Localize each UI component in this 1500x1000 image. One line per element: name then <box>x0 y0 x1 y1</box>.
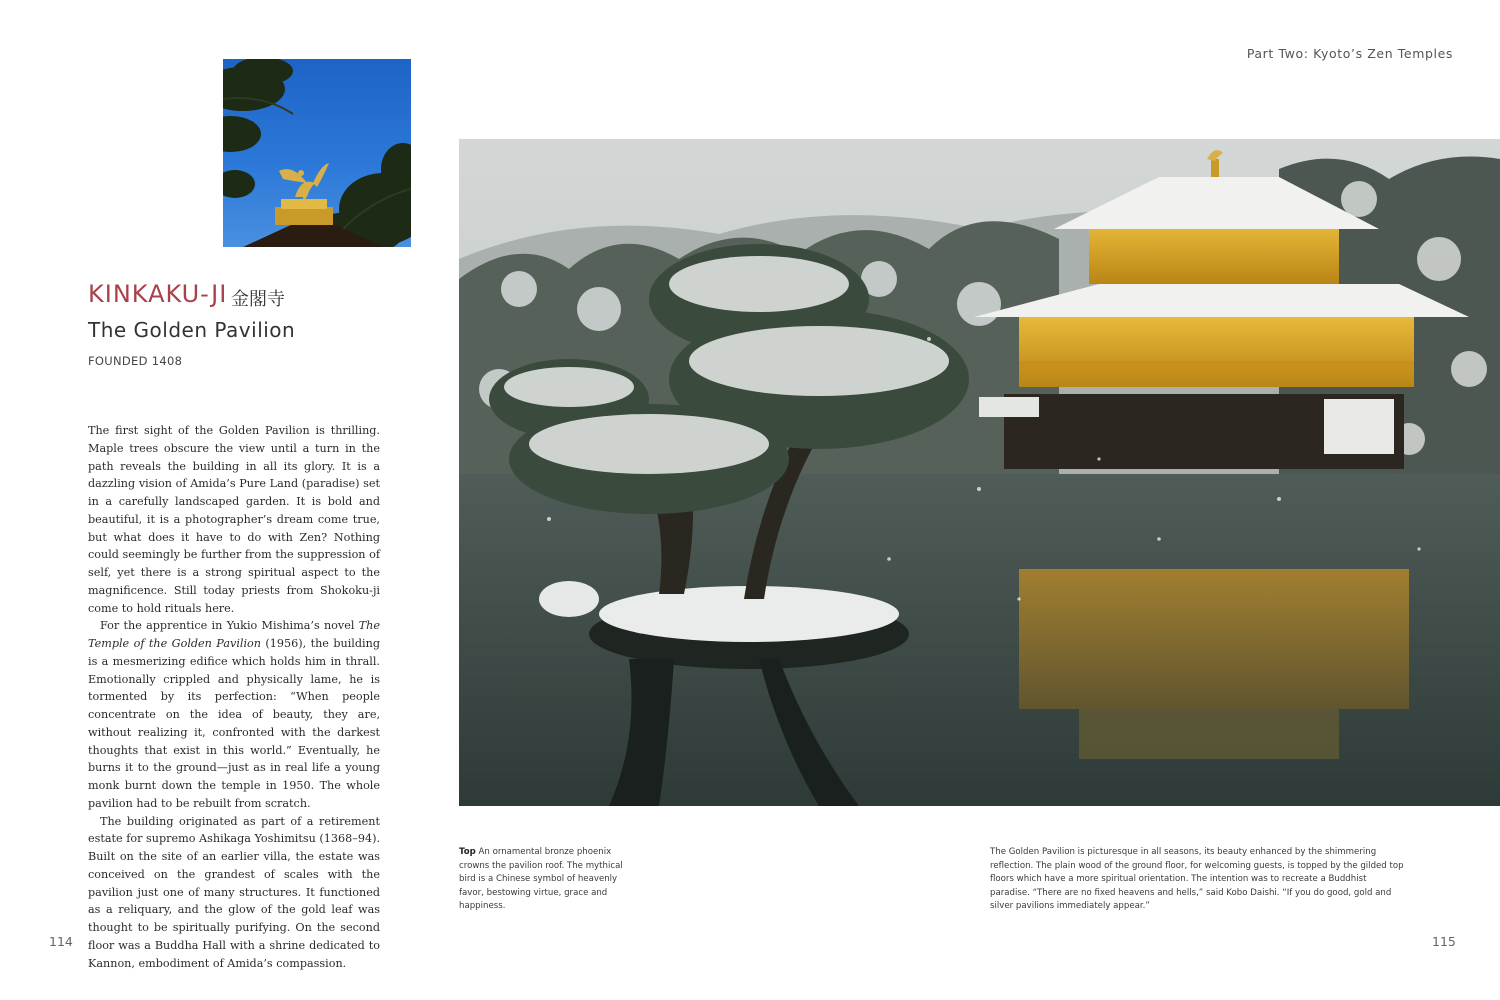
book-title: The Temple of the Golden Pavilion <box>88 619 380 650</box>
paragraph-3: The building originated as part of a retirement estate for supremo Ashikaga Yoshimitsu (1368–94). Built on the site of an earlier villa, the estate was conceived on the grandest of scales with the pavilion just one of many structures. It functioned as a reliquary, and the glow of the gold leaf was thought to be spiritually purifying. On the second floor was a Buddha Hall with a shrine dedicated to Kannon, embodiment of Amida’s compassion. <box>88 814 380 970</box>
paragraph-2 <box>88 617 380 812</box>
phoenix-photo <box>223 59 411 247</box>
temple-name: KINKAKU-JI <box>88 280 228 308</box>
paragraph-1 <box>88 422 380 617</box>
paragraph-1-text: Maple trees obscure the view until a turn in the path reveals the building in all its glory. It is a dazzling vision of Amida’s Pure Land (paradise) set in a carefully landscaped garden. It is bold and beautiful, it is a photographer’s dream come true, but what does it have to do with Zen? Nothing could seemingly be further from the suppression of self, yet there is a strong spiritual aspect to the magnificence. Still today priests from Shokoku-ji come to hold rituals here. <box>88 441 380 615</box>
founded-date: FOUNDED 1408 <box>88 354 183 368</box>
caption-top-photo <box>459 846 639 914</box>
temple-english-name: The Golden Pavilion <box>88 318 296 342</box>
lead-sentence: The first sight of the Golden Pavilion is thrilling. <box>88 424 380 437</box>
caption-main-photo: The Golden Pavilion is picturesque in all seasons, its beauty enhanced by the shimmering reflection. The plain wood of the ground floor, for welcoming guests, is topped by the gilded top floors which have a more spiritual orientation. The intention was to recreate a Buddhist paradise. “There are no fixed heavens and hells,” said Kobo Daishi. “If you do good, gold and silver pavilions immediately appear.” <box>990 847 1404 912</box>
golden-pavilion-photo <box>459 139 1500 806</box>
temple-name-kanji: 金閣寺 <box>231 289 285 310</box>
caption-key: Top <box>459 847 476 857</box>
running-head: Part Two: Kyoto’s Zen Temples <box>1246 46 1453 61</box>
page-number-right: 115 <box>1432 934 1456 949</box>
caption-top-text: An ornamental bronze phoenix crowns the pavilion roof. The mythical bird is a Chinese symbol of heavenly favor, bestowing virtue, grace and happiness. <box>459 847 623 912</box>
body-text <box>88 422 380 972</box>
paragraph-2-text-b: (1956), the building is a mesmerizing edifice which holds him in thrall. Emotionally crippled and physically lame, he is tormented by its perfection: “When people concentrate on the idea of beauty, they are, without realizing it, confronted with the darkest thoughts that exist in this world.” Eventually, he burns it to the ground—just as in real life a young monk burnt down the temple in 1950. The whole pavilion had to be rebuilt from scratch. <box>88 637 380 810</box>
page-number-left: 114 <box>49 934 73 949</box>
paragraph-2-text-a: For the apprentice in Yukio Mishima’s novel <box>100 619 359 633</box>
